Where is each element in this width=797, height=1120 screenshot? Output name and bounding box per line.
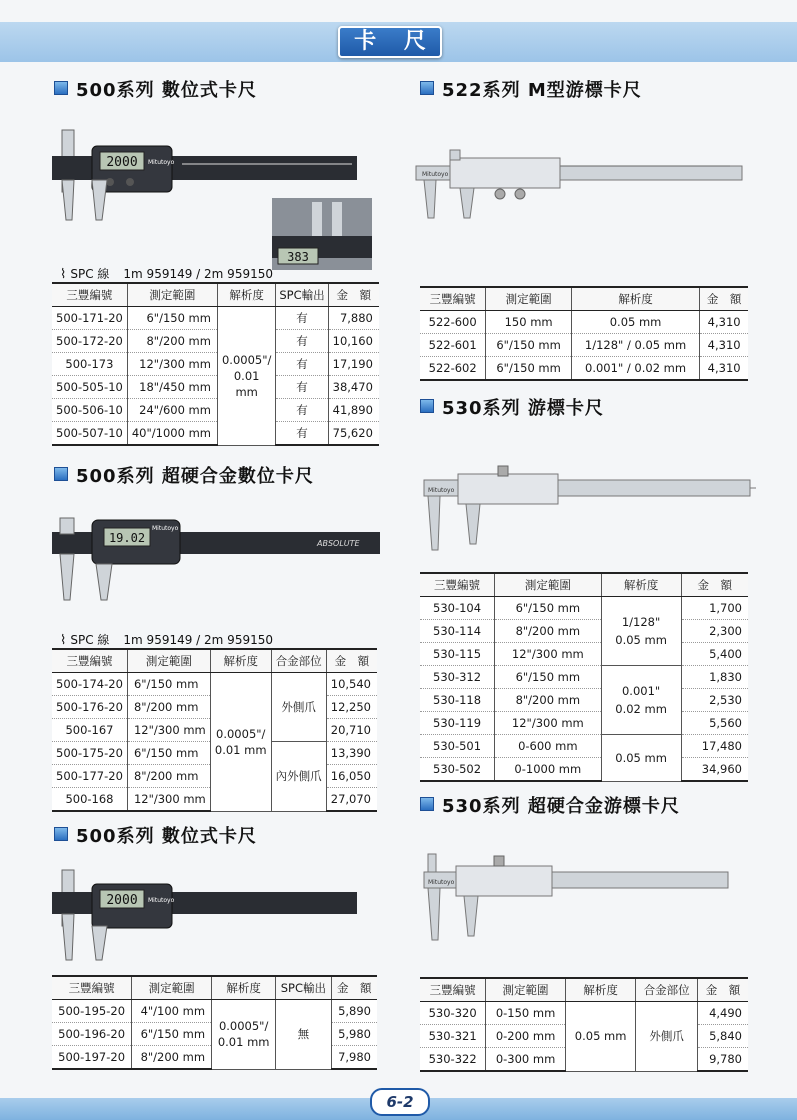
cell-range: 6"/150 mm: [486, 334, 572, 357]
cell-range: 150 mm: [486, 311, 572, 334]
cell-price: 7,980: [331, 1046, 377, 1070]
col-header-price: 金 額: [681, 573, 748, 597]
cell-range: 6"/150 mm: [486, 357, 572, 381]
cell-range: 0-600 mm: [495, 735, 602, 758]
inset-lcd-readout: 383: [287, 250, 309, 264]
cell-model: 500-506-10: [52, 399, 127, 422]
cell-resolution: 0.0005"/ 0.01 mm: [212, 1000, 276, 1070]
square-bullet-icon: [54, 827, 68, 841]
cell-range: 12"/300 mm: [127, 788, 210, 812]
cell-range: 8"/200 mm: [127, 330, 217, 353]
col-header-price: 金 額: [697, 978, 748, 1002]
cell-price: 17,190: [328, 353, 379, 376]
square-bullet-icon: [54, 81, 68, 95]
table-row: [52, 353, 379, 376]
svg-text:Mitutoyo: Mitutoyo: [428, 879, 455, 886]
cell-model: 500-177-20: [52, 765, 127, 788]
cell-range: 8"/200 mm: [495, 689, 602, 712]
page-number: 6-2: [370, 1088, 430, 1116]
cell-resolution: 0.0005"/ 0.01 mm: [210, 673, 271, 812]
cell-price: 5,980: [331, 1023, 377, 1046]
svg-text:Mitutoyo: Mitutoyo: [148, 159, 175, 166]
table-row: [420, 357, 748, 381]
cell-model: 530-115: [420, 643, 495, 666]
cell-price: 10,160: [328, 330, 379, 353]
cell-spc: 無: [276, 1000, 331, 1070]
carbide-vernier-caliper-image: [418, 850, 738, 946]
cell-resolution: 1/128" / 0.05 mm: [571, 334, 699, 357]
section-title-522: [420, 76, 642, 102]
col-header-resolution: 解析度: [210, 649, 271, 673]
cell-resolution: 0.05 mm: [601, 735, 681, 782]
cell-price: 16,050: [326, 765, 377, 788]
spec-table-530-carbide: [420, 977, 748, 1072]
section-title-500-digital: [54, 76, 257, 102]
cell-range: 12"/300 mm: [127, 353, 217, 376]
cell-range: 24"/600 mm: [127, 399, 217, 422]
cell-resolution: 0.05 mm: [571, 311, 699, 334]
section-title-500-carbide: [54, 462, 314, 488]
cell-range: 6"/150 mm: [127, 307, 217, 330]
col-header-model: 三豐編號: [52, 283, 127, 307]
cell-price: 17,480: [681, 735, 748, 758]
table-row: [420, 643, 748, 666]
col-header-resolution: 解析度: [212, 976, 276, 1000]
cell-model: 500-175-20: [52, 742, 127, 765]
cell-model: 530-321: [420, 1025, 486, 1048]
table-row: [420, 311, 748, 334]
cell-price: 20,710: [326, 719, 377, 742]
table-row: [420, 666, 748, 689]
spc-label: SPC 線: [70, 633, 110, 647]
cell-model: 500-172-20: [52, 330, 127, 353]
cell-resolution: 0.0005"/ 0.01 mm: [217, 307, 275, 446]
svg-text:Mitutoyo: Mitutoyo: [152, 525, 179, 532]
cell-price: 75,620: [328, 422, 379, 446]
cell-model: 530-114: [420, 620, 495, 643]
cell-spc: 有: [276, 422, 328, 446]
cell-spc: 有: [276, 399, 328, 422]
spc-cable-info: [60, 265, 273, 282]
cell-range: 8"/200 mm: [127, 765, 210, 788]
cell-spc: 有: [276, 376, 328, 399]
section-title-530-carbide: [420, 792, 680, 818]
table-row: [52, 376, 379, 399]
col-header-price: 金 額: [328, 283, 379, 307]
col-header-model: 三豐編號: [420, 573, 495, 597]
cell-range: 8"/200 mm: [127, 696, 210, 719]
cell-model: 500-168: [52, 788, 127, 812]
cell-price: 5,840: [697, 1025, 748, 1048]
cell-range: 12"/300 mm: [127, 719, 210, 742]
svg-text:Mitutoyo: Mitutoyo: [422, 171, 449, 178]
cell-range: 4"/100 mm: [132, 1000, 212, 1023]
lcd-readout: 2000: [106, 893, 138, 908]
col-header-spc: SPC輸出: [276, 976, 331, 1000]
cell-price: 27,070: [326, 788, 377, 812]
cell-range: 0-1000 mm: [495, 758, 602, 782]
cell-range: 0-200 mm: [486, 1025, 566, 1048]
cell-resolution: 0.05 mm: [565, 1002, 636, 1072]
cable-icon: ⌇: [60, 267, 67, 282]
cell-range: 6"/150 mm: [132, 1023, 212, 1046]
svg-text:Mitutoyo: Mitutoyo: [428, 487, 455, 494]
table-row: [420, 735, 748, 758]
col-header-price: 金 額: [331, 976, 377, 1000]
col-header-range: 測定範圍: [495, 573, 602, 597]
cell-resolution: 0.001" / 0.02 mm: [571, 357, 699, 381]
square-bullet-icon: [54, 467, 68, 481]
lcd-readout: 2000: [106, 155, 138, 170]
cell-model: 522-601: [420, 334, 486, 357]
cell-price: 2,300: [681, 620, 748, 643]
cell-price: 38,470: [328, 376, 379, 399]
col-header-range: 測定範圍: [486, 287, 572, 311]
cell-price: 4,310: [700, 311, 748, 334]
cell-price: 34,960: [681, 758, 748, 782]
cell-model: 500-505-10: [52, 376, 127, 399]
lcd-readout: 19.02: [108, 531, 146, 545]
cell-range: 6"/150 mm: [495, 597, 602, 620]
table-row: [52, 307, 379, 330]
section-title-text: 500系列 數位式卡尺: [76, 826, 257, 847]
digital-caliper-image-b: [52, 866, 362, 966]
table-row: [420, 334, 748, 357]
table-row: [420, 620, 748, 643]
table-row: [420, 712, 748, 735]
cell-alloy: 外側爪: [271, 673, 326, 742]
col-header-price: 金 額: [326, 649, 377, 673]
cell-model: 522-602: [420, 357, 486, 381]
col-header-model: 三豐編號: [420, 287, 486, 311]
page-title: 卡 尺: [338, 26, 442, 58]
cell-range: 8"/200 mm: [495, 620, 602, 643]
table-row: [52, 399, 379, 422]
carbide-digital-caliper-image: [52, 508, 382, 608]
spec-table-522: [420, 286, 748, 381]
spc-label: SPC 線: [70, 267, 110, 281]
cell-range: 0-300 mm: [486, 1048, 566, 1072]
caliper-inset-image: [272, 198, 372, 270]
cell-range: 6"/150 mm: [127, 742, 210, 765]
svg-text:Mitutoyo: Mitutoyo: [148, 897, 175, 904]
cell-model: 530-118: [420, 689, 495, 712]
cell-spc: 有: [276, 353, 328, 376]
table-row: [52, 330, 379, 353]
square-bullet-icon: [420, 797, 434, 811]
col-header-alloy: 合金部位: [636, 978, 698, 1002]
col-header-range: 測定範圍: [127, 649, 210, 673]
cell-range: 6"/150 mm: [127, 673, 210, 696]
section-title-text: 530系列 游標卡尺: [442, 398, 604, 419]
table-row: [52, 422, 379, 446]
spc-cable-info: [60, 631, 273, 648]
cell-price: 4,310: [700, 334, 748, 357]
cell-model: 500-167: [52, 719, 127, 742]
cell-model: 500-174-20: [52, 673, 127, 696]
square-bullet-icon: [420, 81, 434, 95]
cell-range: 40"/1000 mm: [127, 422, 217, 446]
cell-range: 6"/150 mm: [495, 666, 602, 689]
table-row: [52, 673, 377, 696]
col-header-range: 測定範圍: [127, 283, 217, 307]
col-header-resolution: 解析度: [217, 283, 275, 307]
cell-model: 500-197-20: [52, 1046, 132, 1070]
cell-spc: 有: [276, 307, 328, 330]
section-title-text: 530系列 超硬合金游標卡尺: [442, 796, 680, 817]
col-header-model: 三豐編號: [52, 649, 127, 673]
cell-model: 530-119: [420, 712, 495, 735]
cell-price: 13,390: [326, 742, 377, 765]
section-title-text: 500系列 數位式卡尺: [76, 80, 257, 101]
svg-text:ABSOLUTE: ABSOLUTE: [317, 539, 360, 548]
cell-price: 4,490: [697, 1002, 748, 1025]
col-header-alloy: 合金部位: [271, 649, 326, 673]
section-title-text: 500系列 超硬合金數位卡尺: [76, 466, 314, 487]
cell-price: 41,890: [328, 399, 379, 422]
table-row: [420, 597, 748, 620]
col-header-spc: SPC輸出: [276, 283, 328, 307]
cell-alloy: 外側爪: [636, 1002, 698, 1072]
table-row: [420, 689, 748, 712]
col-header-range: 測定範圍: [486, 978, 566, 1002]
cell-price: 5,560: [681, 712, 748, 735]
cell-price: 5,890: [331, 1000, 377, 1023]
cell-model: 522-600: [420, 311, 486, 334]
cell-price: 1,700: [681, 597, 748, 620]
col-header-model: 三豐編號: [420, 978, 486, 1002]
table-row: [420, 1002, 748, 1025]
cell-model: 530-501: [420, 735, 495, 758]
section-title-530: [420, 394, 604, 420]
cell-model: 500-195-20: [52, 1000, 132, 1023]
cell-model: 530-322: [420, 1048, 486, 1072]
cell-price: 1,830: [681, 666, 748, 689]
cell-range: 12"/300 mm: [495, 643, 602, 666]
cell-model: 500-176-20: [52, 696, 127, 719]
col-header-resolution: 解析度: [601, 573, 681, 597]
col-header-model: 三豐編號: [52, 976, 132, 1000]
cell-price: 9,780: [697, 1048, 748, 1072]
cell-model: 500-507-10: [52, 422, 127, 446]
cell-model: 530-502: [420, 758, 495, 782]
cell-spc: 有: [276, 330, 328, 353]
table-row: [52, 1000, 377, 1023]
cell-range: 12"/300 mm: [495, 712, 602, 735]
cell-resolution: 0.001" 0.02 mm: [601, 666, 681, 735]
cell-model: 500-171-20: [52, 307, 127, 330]
cell-range: 8"/200 mm: [132, 1046, 212, 1070]
spc-cables: 1m 959149 / 2m 959150: [123, 633, 273, 647]
section-title-500-digital-b: [54, 822, 257, 848]
cell-resolution: 1/128" 0.05 mm: [601, 597, 681, 666]
cell-price: 12,250: [326, 696, 377, 719]
col-header-price: 金 額: [700, 287, 748, 311]
table-row: [420, 758, 748, 782]
m-type-vernier-caliper-image: [410, 140, 750, 230]
cell-range: 0-150 mm: [486, 1002, 566, 1025]
cell-model: 530-104: [420, 597, 495, 620]
cell-price: 10,540: [326, 673, 377, 696]
col-header-resolution: 解析度: [565, 978, 636, 1002]
spec-table-500-digital: [52, 282, 379, 446]
cell-model: 530-320: [420, 1002, 486, 1025]
spec-table-530: [420, 572, 748, 782]
cell-price: 2,530: [681, 689, 748, 712]
spec-table-500-digital-b: [52, 975, 377, 1070]
col-header-range: 測定範圍: [132, 976, 212, 1000]
square-bullet-icon: [420, 399, 434, 413]
spc-cables: 1m 959149 / 2m 959150: [123, 267, 273, 281]
cell-model: 500-196-20: [52, 1023, 132, 1046]
section-title-text: 522系列 M型游標卡尺: [442, 80, 642, 101]
cell-price: 4,310: [700, 357, 748, 381]
cell-model: 530-312: [420, 666, 495, 689]
cell-price: 5,400: [681, 643, 748, 666]
vernier-caliper-image: [418, 460, 758, 556]
spec-table-500-carbide: [52, 648, 377, 812]
cell-range: 18"/450 mm: [127, 376, 217, 399]
cable-icon: ⌇: [60, 633, 67, 648]
cell-price: 7,880: [328, 307, 379, 330]
cell-model: 500-173: [52, 353, 127, 376]
col-header-resolution: 解析度: [571, 287, 699, 311]
cell-alloy: 內外側爪: [271, 742, 326, 812]
